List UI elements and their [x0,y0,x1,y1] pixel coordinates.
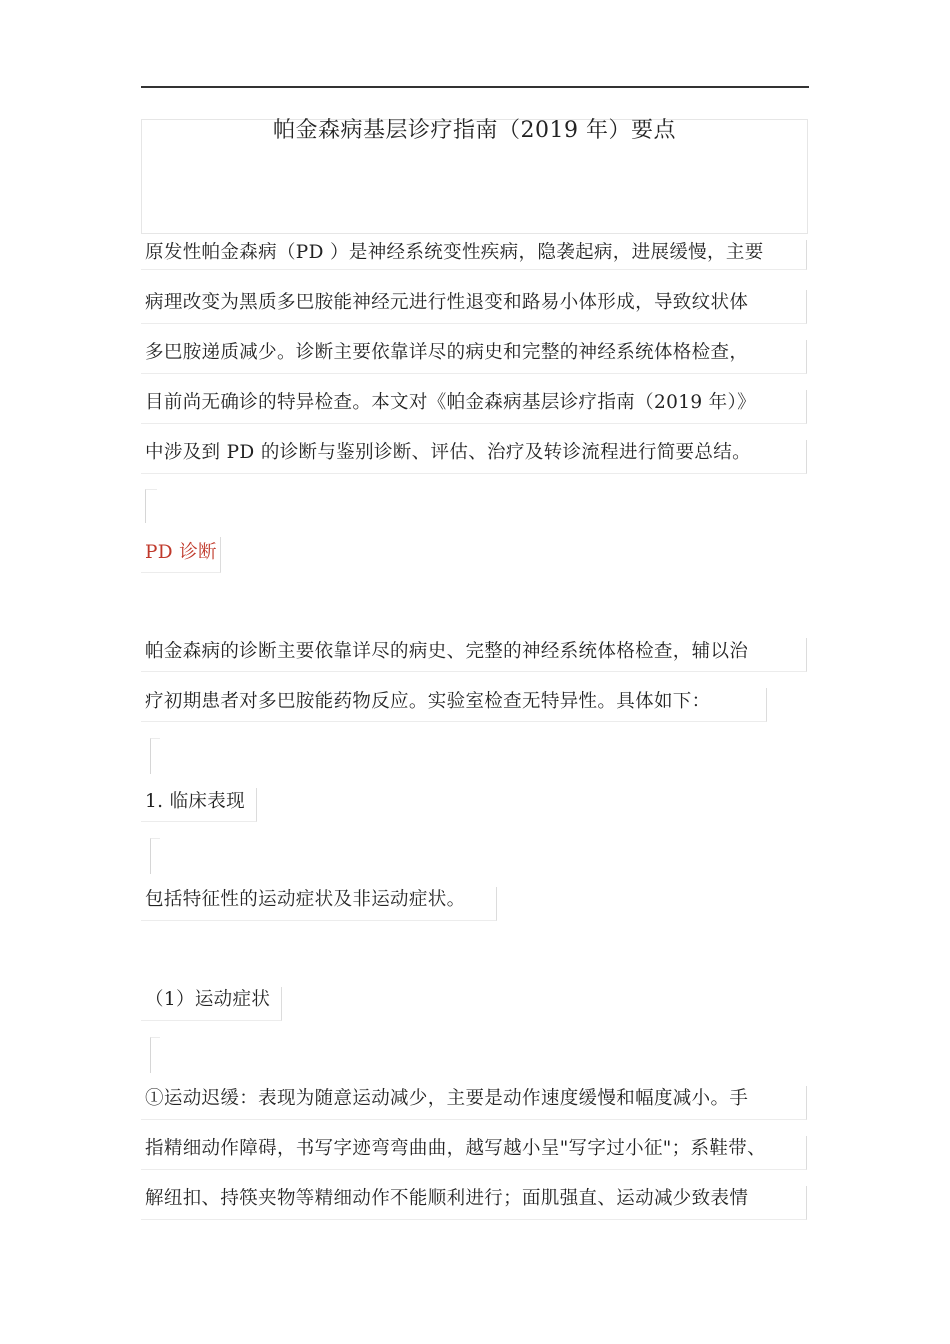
document-title: 帕金森病基层诊疗指南（2019 年）要点 [273,118,676,143]
intro-line: 病理改变为黑质多巴胺能神经元进行性退变和路易小体形成，导致纹状体 [145,292,749,313]
section-heading: PD 诊断 [145,542,217,563]
diagnosis-line: 帕金森病的诊断主要依靠详尽的病史、完整的神经系统体格检查，辅以治 [145,641,749,662]
clinical-line: 包括特征性的运动症状及非运动症状。 [145,889,466,910]
motor-line: ①运动迟缓：表现为随意运动减少，主要是动作速度缓慢和幅度减小。手 [145,1088,749,1109]
text-frame [150,738,160,774]
intro-line: 中涉及到 PD 的诊断与鉴别诊断、评估、治疗及转诊流程进行简要总结。 [145,442,751,463]
diagnosis-line: 疗初期患者对多巴胺能药物反应。实验室检查无特异性。具体如下： [145,691,711,712]
intro-line: 目前尚无确诊的特异检查。本文对《帕金森病基层诊疗指南（2019 年）》 [145,392,756,413]
intro-line: 多巴胺递质减少。诊断主要依靠详尽的病史和完整的神经系统体格检查， [145,342,749,363]
motor-line: 指精细动作障碍，书写字迹弯弯曲曲，越写越小呈"写字过小征"；系鞋带、 [145,1138,766,1159]
intro-line: 原发性帕金森病（PD ）是神经系统变性疾病，隐袭起病，进展缓慢，主要 [145,242,764,263]
text-frame [150,838,160,874]
subheading-clinical: 1. 临床表现 [145,791,245,812]
subheading-motor: （1）运动症状 [145,989,271,1010]
header-rule [141,86,809,88]
text-frame [145,489,157,523]
text-frame [150,1037,160,1073]
motor-line: 解纽扣、持筷夹物等精细动作不能顺利进行；面肌强直、运动减少致表情 [145,1188,749,1209]
